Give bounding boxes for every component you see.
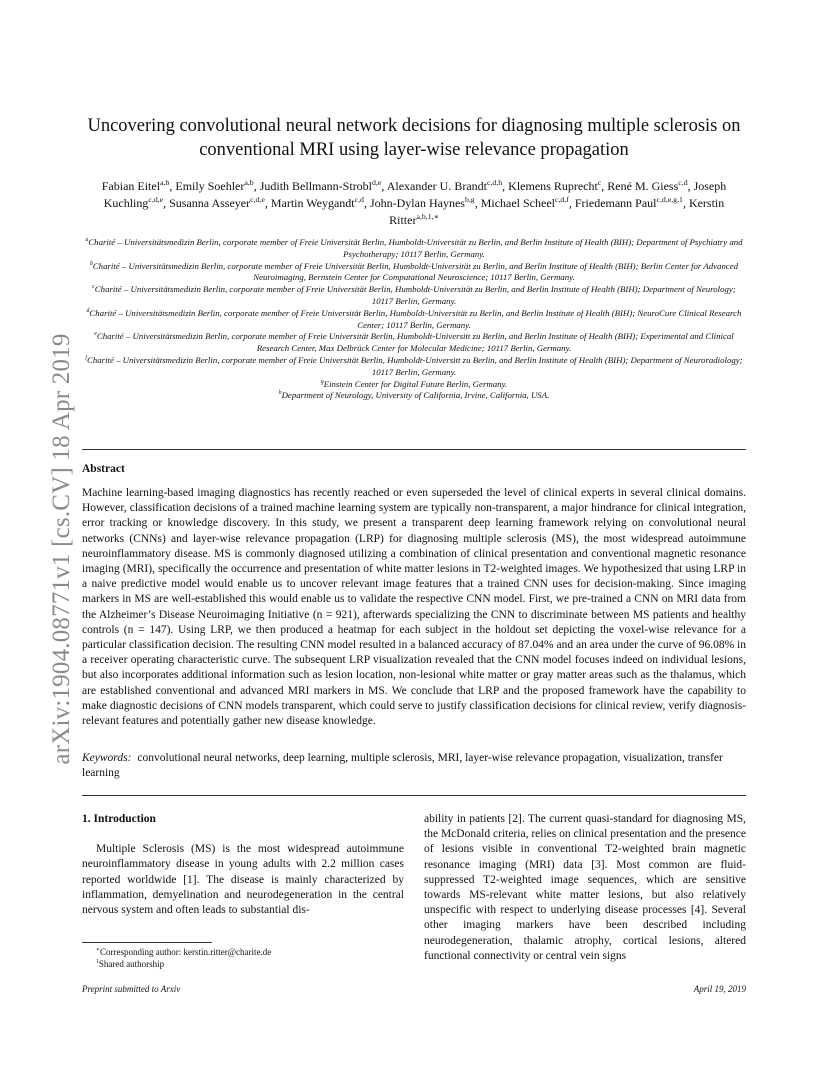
author-list: Fabian Eitel$^{a,b}$, Emily Soehler$^{a,b}$, Judith Bellmann-Strobl$^{d,e}$, Alexander U. Brandt$^{c,d,h}$, Klemens Ruprecht$^c$, René M. Giess$^{c,d}$, Joseph Kuchling$^{c,d,e}$, Susanna Asseyer$^{c,d,e}$, Martin Weygandt$^{c,d}$, John-Dylan Haynes$^{b,g}$, Michael Scheel$^{c,d,f}$, Friedemann Paul$^{c,d,e,g,1}$, Kerstin Ritter$^{a,b,1,∗}$ xyxy=(101,178,727,227)
affiliation: $^d$Charité – Universitätsmedizin Berlin, corporate member of Freie Universität Berlin, Humboldt-Universität zu Berlin, and Berlin Institute of Health (BIH); NeuroCure Clinical Research Center; 10117 Berlin, Germany. xyxy=(86,307,742,330)
footer-preprint-note: Preprint submitted to Arxiv xyxy=(82,984,181,994)
author: Judith Bellmann-Strobl$^{d,e}$ xyxy=(259,178,382,193)
keywords-text: convolutional neural networks, deep learning, multiple sclerosis, MRI, layer-wise relevance propagation, visualization, transfer learning xyxy=(82,752,723,780)
affiliation: $^f$Charité – Universitätsmedizin Berlin, corporate member of Freie Universität Berlin, Humboldt-Universitt zu Berlin, and Berlin Institute of Health (BIH); Department of Neuroradiology; 10117 Berlin, Germany. xyxy=(85,354,743,377)
keywords xyxy=(82,751,746,781)
abstract-heading: Abstract xyxy=(82,463,125,475)
footnote-rule xyxy=(82,942,212,943)
author: Joseph Kuchling$^{c,d,e}$ xyxy=(103,179,727,210)
affiliation-list xyxy=(82,237,746,402)
left-column xyxy=(82,812,404,918)
author: Martin Weygandt$^{c,d}$ xyxy=(270,195,364,210)
author: Emily Soehler$^{a,b}$ xyxy=(175,178,254,193)
arxiv-id: arXiv:1904.08771v1 [cs.CV] 18 Apr 2019 xyxy=(48,333,75,765)
footer-date: April 19, 2019 xyxy=(693,984,746,994)
author: Kerstin Ritter$^{a,b,1,∗}$ xyxy=(389,196,725,227)
author: René M. Giess$^{c,d}$ xyxy=(607,178,688,193)
affiliation: $^g$Einstein Center for Digital Future Berlin, Germany. xyxy=(320,378,508,389)
section-heading: 1. Introduction xyxy=(82,813,156,825)
author: Alexander U. Brandt$^{c,d,h}$ xyxy=(386,178,503,193)
bottom-rule xyxy=(82,795,746,796)
author: Michael Scheel$^{c,d,f}$ xyxy=(480,195,569,210)
affiliation: $^e$Charité – Universitätsmedizin Berlin, corporate member of Freie Universität Berlin, Humboldt-Universitt zu Berlin, and Berlin Institute of Health (BIH); Experimental and Clinical Research Center, Max Delbrück Center for Molecular Medicine; 10117 Berlin, Germany. xyxy=(94,331,734,354)
affiliation: $^h$Department of Neurology, University of California, Irvine, California, USA. xyxy=(278,390,550,401)
right-column xyxy=(424,812,746,964)
footnotes xyxy=(82,946,404,970)
author: John-Dylan Haynes$^{b,g}$ xyxy=(369,195,475,210)
author: Klemens Ruprecht$^c$ xyxy=(508,178,602,193)
author: Susanna Asseyer$^{c,d,e}$ xyxy=(169,195,265,210)
paper-title: Uncovering convolutional neural network decisions for diagnosing multiple sclerosis on conventional MRI using layer-wise relevance propagation xyxy=(87,116,741,160)
author: Fabian Eitel$^{a,b}$ xyxy=(101,178,170,193)
intro-paragraph-right: ability in patients [2]. The current quasi-standard for diagnosing MS, the McDonald criteria, relies on clinical presentation and the presence of lesions visible in conventional T2-weighted brain magnetic resonance imaging (MRI) data [3]. Most common are fluid-suppressed T2-weighted image sequences, which are sensitive towards MS-relevant white matter lesions, but also relatively unspecific with respect to underlying disease processes [4]. Several other imaging markers have been described including neurodegeneration, thalamic atrophy, cortical lesions, altered functional connectivity or central vein signs xyxy=(424,813,746,962)
affiliation: $^c$Charité – Universitätsmedizin Berlin, corporate member of Freie Universität Berlin, Humboldt-Universität zu Berlin, and Berlin Institute of Health (BIH); Department of Neurology; 10117 Berlin, Germany. xyxy=(92,284,736,306)
top-rule xyxy=(82,449,746,450)
intro-paragraph-left: Multiple Sclerosis (MS) is the most widespread autoimmune neuroinflammatory disease in young adults with 2.2 million cases reported worldwide [1]. The disease is mainly characterized by inflammation, demyelination and neurodegeneration in the central nervous system and often leads to substantial dis- xyxy=(82,843,404,917)
affiliation: $^a$Charité – Universitätsmedizin Berlin, corporate member of Freie Universität Berlin, Humboldt-Universität zu Berlin, and Berlin Institute of Health (BIH); Department of Psychiatry and Psychotherapy; 10117 Berlin, Germany. xyxy=(85,237,743,259)
footnote-shared: $^1$Shared authorship xyxy=(96,959,165,969)
author: Friedemann Paul$^{c,d,e,g,1}$ xyxy=(574,195,683,210)
keywords-label: Keywords: xyxy=(82,752,132,764)
abstract-text: Machine learning-based imaging diagnostics has recently reached or even superseded the level of clinical experts in several clinical domains. However, classification decisions of a trained machine learning system are typically non-transparent, a major hindrance for clinical integration, error tracking or knowledge discovery. In this study, we present a transparent deep learning framework relying on convolutional neural networks (CNNs) and layer-wise relevance propagation (LRP) for diagnosing multiple sclerosis (MS), the most widespread autoimmune neuroinflammatory disease. MS is commonly diagnosed utilizing a combination of clinical presentation and conventional magnetic resonance imaging (MRI), specifically the occurrence and presentation of white matter lesions in T2-weighted images. We hypothesized that using LRP in a naive predictive model would enable us to uncover relevant image features that a trained CNN uses for decision-making. Since imaging markers in MS are well-established this would enable us to validate the respective CNN model. First, we pre-trained a CNN on MRI data from the Alzheimer’s Disease Neuroimaging Initiative (n = 921), afterwards specializing the CNN to discriminate between MS patients and healthy controls (n = 147). Using LRP, we then produced a heatmap for each subject in the holdout set depicting the voxel-wise relevance for a particular classification decision. The resulting CNN model resulted in a balanced accuracy of 87.04% and an area under the curve of 96.08% in a receiver operating characteristic curve. The subsequent LRP visualization revealed that the CNN model focuses indeed on individual lesions, but also incorporates additional information such as lesion location, non-lesional white matter or gray matter areas such as the thalamus, which are established conventional and advanced MRI markers in MS. We conclude that LRP and the proposed framework have the capability to make diagnostic decisions of CNN models transparent, which could serve to justify classification decisions for clinical review, verify diagnosis-relevant features and potentially gather new disease knowledge. xyxy=(82,487,746,728)
footnote-corresponding: ∗Corresponding author: kerstin.ritter@charite.de xyxy=(96,947,272,957)
affiliation: $^b$Charité – Universitätsmedizin Berlin, corporate member of Freie Universität Berlin, Humboldt-Universität zu Berlin, and Berlin Institute of Health (BIH); Berlin Center for Advanced Neuroimaging, Bernstein Center for Computational Neuroscience; 10117 Berlin, Germany. xyxy=(89,260,739,283)
